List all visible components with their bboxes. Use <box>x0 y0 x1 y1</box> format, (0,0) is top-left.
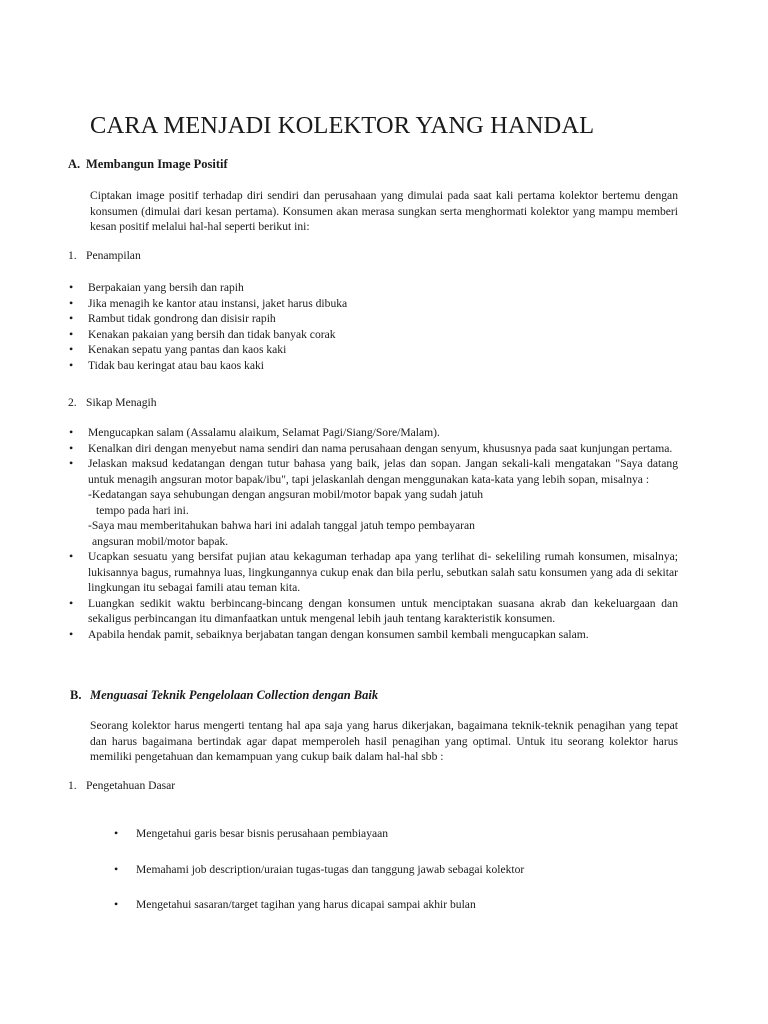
list-item: • Berpakaian yang bersih dan rapih <box>69 280 244 294</box>
list-item: • Mengetahui sasaran/target tagihan yang harus dicapai sampai akhir bulan <box>114 897 476 911</box>
penampilan-list <box>68 280 678 373</box>
document-title: CARA MENJADI KOLEKTOR YANG HANDAL <box>90 112 595 139</box>
bullet-glyph: • <box>114 897 119 911</box>
item-label: Penampilan <box>86 249 141 262</box>
section-b-title: Menguasai Teknik Pengelolaan Collection dengan Baik <box>90 688 379 702</box>
item-pengetahuan-dasar <box>68 779 175 792</box>
bullet-glyph: • <box>69 311 74 325</box>
bullet-glyph: • <box>69 549 74 563</box>
pengetahuan-dasar-list <box>114 826 674 913</box>
bullet-glyph: • <box>69 456 74 470</box>
bullet-glyph: • <box>69 595 74 610</box>
list-item: • Kenakan pakaian yang bersih dan tidak banyak corak <box>69 326 336 341</box>
sikap-menagih-list <box>68 425 678 642</box>
section-b-heading <box>70 688 378 703</box>
list-item: • Apabila hendak pamit, sebaiknya berjabatan tangan dengan konsumen sambil kembali mengucapkan salam. <box>69 626 589 641</box>
list-item: • Memahami job description/uraian tugas-tugas dan tanggung jawab sebagai kolektor <box>114 861 525 876</box>
example-line: -Kedatangan saya sehubungan dengan angsuran mobil/motor bapak yang sudah jatuh <box>88 488 484 501</box>
example-line: -Saya mau memberitahukan bahwa hari ini adalah tanggal jatuh tempo pembayaran <box>88 519 475 532</box>
section-a-paragraph: Ciptakan image positif terhadap diri sendiri dan perusahaan yang dimulai pada saat kali pertama kolektor bertemu dengan konsumen (dimulai dari kesan pertama). Konsumen akan merasa sungkan serta menghormati kolektor yang mampu memberi kesan positif melalui hal-hal seperti berikut ini: <box>90 189 678 233</box>
item-penampilan <box>68 249 141 262</box>
example-line: tempo pada hari ini. <box>96 503 189 517</box>
section-b-label: B. <box>70 688 82 702</box>
list-item: • Kenalkan diri dengan menyebut nama sendiri dan nama perusahaan dengan senyum, khususnya pada saat kunjungan pertama. <box>69 440 673 455</box>
list-item: • Jelaskan maksud kedatangan dengan tutur bahasa yang baik, jelas dan sopan. Jangan sekali-kali mengatakan "Saya datang untuk menagih angsuran motor bapak/ibu", tapi jelaskanlah dengan menggunakan kata-kata yang lebih sopan, misalnya : -Kedatangan saya sehubungan dengan angsuran mobil/motor bapak yang sudah jatuh tempo pada hari ini. -Saya mau memberitahukan bahwa hari ini adalah tanggal jatuh tempo pembayaran angsuran mobil/motor bapak. <box>69 456 678 548</box>
list-item: • Mengucapkan salam (Assalamu alaikum, Selamat Pagi/Siang/Sore/Malam). <box>69 425 440 439</box>
bullet-glyph: • <box>69 342 74 356</box>
item-number: 2. <box>68 396 77 409</box>
item-number: 1. <box>68 249 77 262</box>
section-b-paragraph: Seorang kolektor harus mengerti tentang hal apa saja yang harus dikerjakan, bagaimana teknik-teknik penagihan yang tepat dan harus bagaimana bertindak agar dapat memperoleh hasil penagihan yang optimal. Untuk itu seorang kolektor harus memiliki pengetahuan dan kemampuan yang cukup baik dalam hal-hal sbb : <box>90 719 678 763</box>
item-number: 1. <box>68 779 77 792</box>
list-item: • Kenakan sepatu yang pantas dan kaos kaki <box>69 342 287 356</box>
bullet-glyph: • <box>69 326 74 341</box>
item-label: Pengetahuan Dasar <box>86 779 176 792</box>
list-item: • Luangkan sedikit waktu berbincang-bincang dengan konsumen untuk menciptakan suasana akrab dan kekeluargaan dan sekaligus perbincangan itu dimanfaatkan untuk mengenal lebih jauh tentang karakteristik konsumen. <box>69 595 678 625</box>
list-item: • Jika menagih ke kantor atau instansi, jaket harus dibuka <box>69 295 348 310</box>
bullet-glyph: • <box>69 626 74 641</box>
item-label: Sikap Menagih <box>86 396 157 409</box>
bullet-glyph: • <box>114 826 119 840</box>
bullet-glyph: • <box>69 280 74 294</box>
bullet-glyph: • <box>69 295 74 310</box>
list-item: • Tidak bau keringat atau bau kaos kaki <box>69 357 265 372</box>
section-a-title: Membangun Image Positif <box>86 157 228 171</box>
bullet-glyph: • <box>69 440 74 455</box>
list-item: • Rambut tidak gondrong dan disisir rapih <box>69 311 276 325</box>
list-item: • Ucapkan sesuatu yang bersifat pujian atau kekaguman terhadap apa yang terlihat di- sekeliling rumah konsumen, misalnya; lukisannya bagus, rumahnya luas, lingkungannya cukup enak dan bila perlu, sebutkan salah satu konsumen yang ada di sekitar lingkungan itu sebagai famili atau teman kita. <box>69 549 678 594</box>
bullet-glyph: • <box>69 357 74 372</box>
section-a-heading <box>68 157 228 172</box>
list-item: • Mengetahui garis besar bisnis perusahaan pembiayaan <box>114 826 389 840</box>
bullet-glyph: • <box>69 425 74 439</box>
bullet-glyph: • <box>114 861 119 876</box>
example-line: angsuran mobil/motor bapak. <box>92 534 229 548</box>
section-a-label: A. <box>68 157 81 171</box>
item-sikap-menagih <box>68 396 157 409</box>
